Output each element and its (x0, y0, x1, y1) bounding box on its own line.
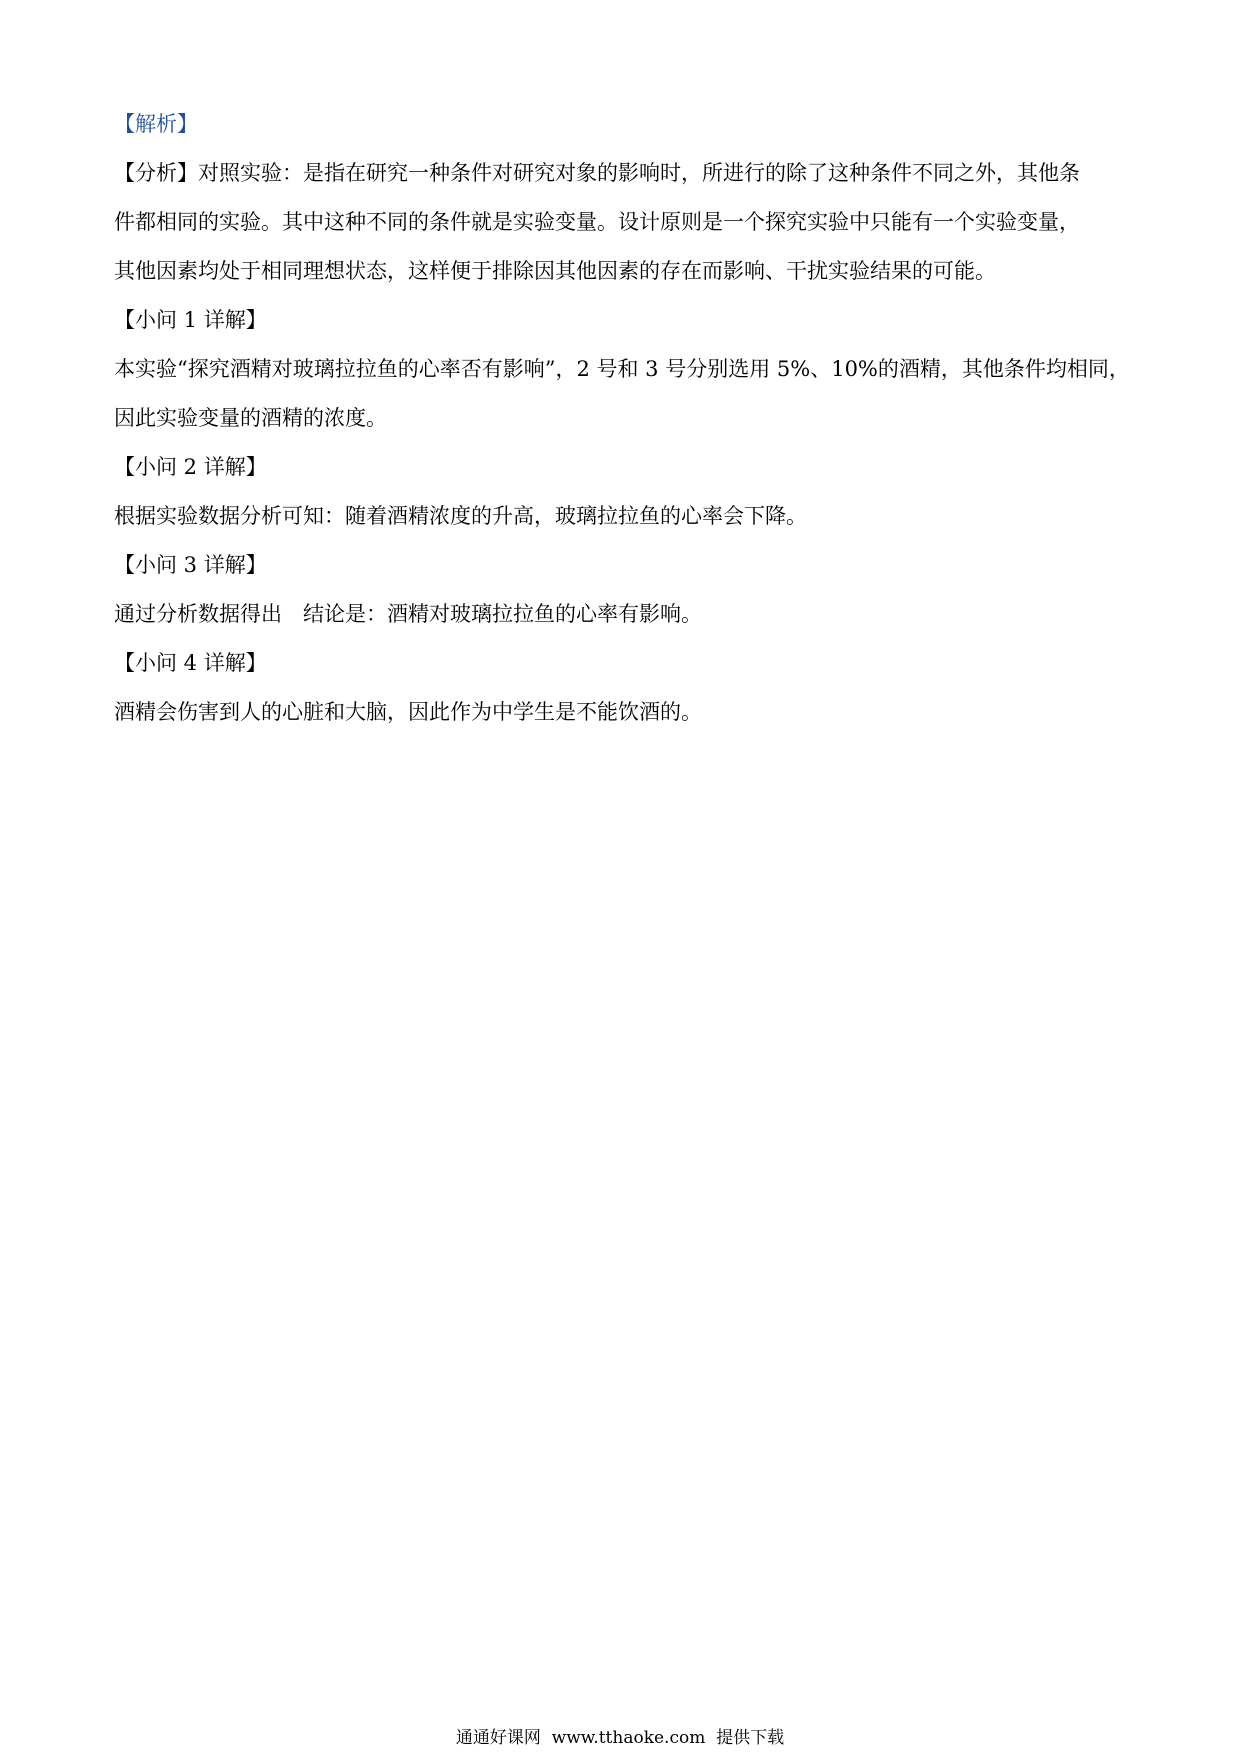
question-3-heading: 【小问 3 详解】 (114, 553, 267, 577)
question-4-answer: 酒精会伤害到人的心脏和大脑，因此作为中学生是不能饮酒的。 (114, 700, 702, 724)
analysis-paragraph-line-1: 【分析】对照实验：是指在研究一种条件对研究对象的影响时，所进行的除了这种条件不同之外，其他条 (114, 161, 1080, 185)
analysis-paragraph-line-3: 其他因素均处于相同理想状态，这样便于排除因其他因素的存在而影响、干扰实验结果的可能。 (114, 259, 996, 283)
analysis-heading: 【解析】 (114, 112, 198, 136)
question-3-answer: 通过分析数据得出 结论是：酒精对玻璃拉拉鱼的心率有影响。 (114, 602, 702, 626)
analysis-paragraph-line-2: 件都相同的实验。其中这种不同的条件就是实验变量。设计原则是一个探究实验中只能有一个实验变量， (114, 210, 1080, 234)
page-footer: 通通好课网 www.tthaoke.com 提供下载 (455, 1728, 785, 1748)
document-body (114, 100, 1130, 737)
question-1-answer-line-2: 因此实验变量的酒精的浓度。 (114, 406, 387, 430)
question-4-heading: 【小问 4 详解】 (114, 651, 267, 675)
question-1-heading: 【小问 1 详解】 (114, 308, 267, 332)
question-2-answer: 根据实验数据分析可知：随着酒精浓度的升高，玻璃拉拉鱼的心率会下降。 (114, 504, 807, 528)
question-2-heading: 【小问 2 详解】 (114, 455, 267, 479)
question-1-answer-line-1: 本实验“探究酒精对玻璃拉拉鱼的心率否有影响”，2 号和 3 号分别选用 5%、10%的酒精，其他条件均相同， (114, 357, 1130, 381)
